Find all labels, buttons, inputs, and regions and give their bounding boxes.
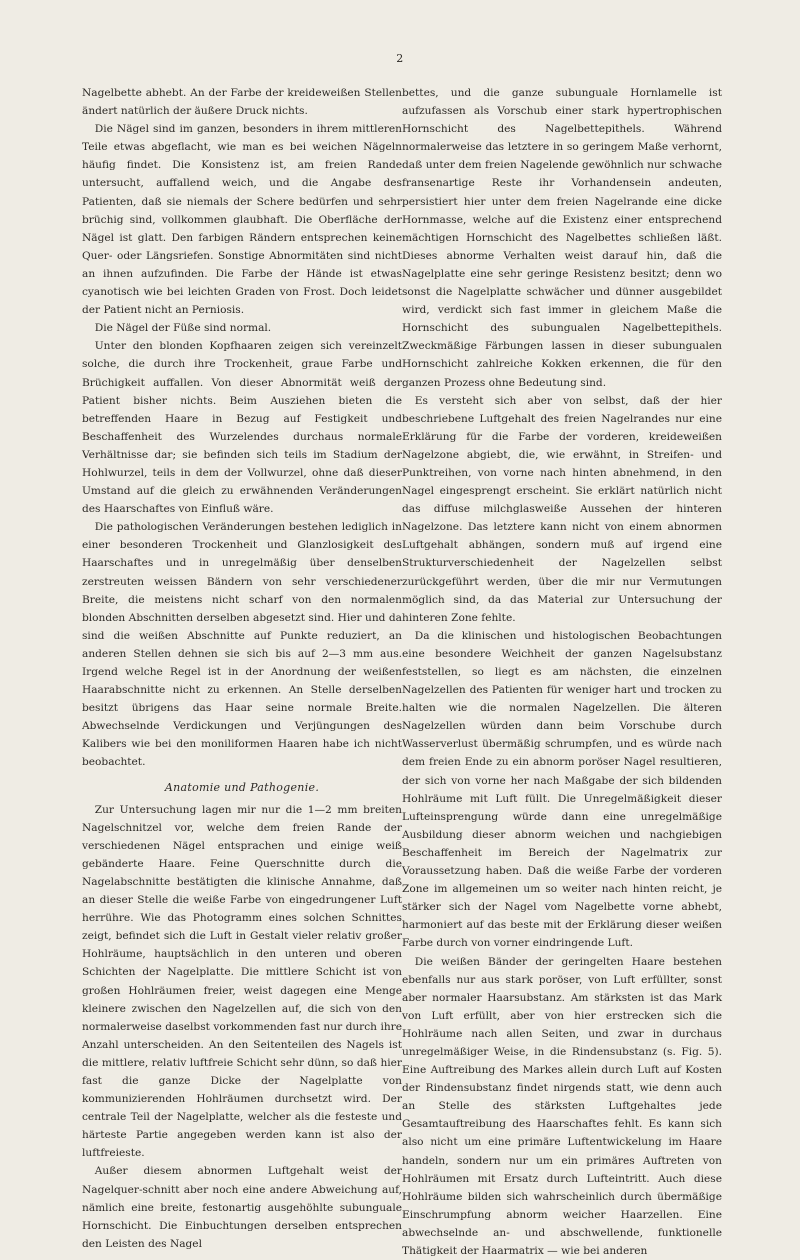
paragraph: Die pathologischen Veränderungen bestehen lediglich in einer besonderen Trockenheit und Glanzlosigkeit des Haarschaftes und in unregelmäßig über denselben zerstreuten weissen Bändern von sehr verschiedener Breite, die meistens nicht scharf von den normalen blonden Abschnitten derselben abgesetzt sind. Hier und da sind die weißen Abschnitte auf Punkte reduziert, an anderen Stellen dehnen sie sich bis auf 2—3 mm aus. Irgend welche Regel ist in der Anordnung der weißen Haarabschnitte nicht zu erkennen. An Stelle derselben besitzt übrigens das Haar seine normale Breite. Abwechselnde Verdickungen und Verjüngungen des Kalibers wie bei den moniliformen Haaren habe ich nicht beobachtet.: [82, 518, 402, 771]
paragraph: Zur Untersuchung lagen mir nur die 1—2 mm breiten Nagelschnitzel vor, welche dem freien Rande der verschiedenen Nägel entsprachen und einige weiß gebänderte Haare. Feine Querschnitte durch die Nagelabschnitte bestätigten die klinische Annahme, daß an dieser Stelle die weiße Farbe von eingedrungener Luft herrühre. Wie das Photogramm eines solchen Schnittes zeigt, befindet sich die Luft in Gestalt vieler relativ großer Hohlräume, hauptsächlich in den unteren und oberen Schichten der Nagelplatte. Die mittlere Schicht ist von großen Hohlräumen freier, weist dagegen eine Menge kleinere zwischen den Nagelzellen auf, die sich von den normalerweise daselbst vorkommenden fast nur durch ihre Anzahl unterscheiden. An den Seitenteilen des Nagels ist die mittlere, relativ luftfreie Schicht sehr dünn, so daß hier fast die ganze Dicke der Nagelplatte von kommunizierenden Hohlräumen durchsetzt wird. Der centrale Teil der Nagelplatte, welcher als die festeste und härteste Partie angegeben werden kann ist also der luftfreieste.: [82, 801, 402, 1163]
paragraph: Die weißen Bänder der geringelten Haare bestehen ebenfalls nur aus stark poröser, von Luft erfüllter, sonst aber normaler Haarsubstanz. Am stärksten ist das Mark von Luft erfüllt, aber von hier erstrecken sich die Hohlräume nach allen Seiten, und zwar in durchaus unregelmäßiger Weise, in die Rindensubstanz (s. Fig. 5). Eine Auftreibung des Markes allein durch Luft auf Kosten der Rindensubstanz findet nirgends statt, wie denn auch an Stelle des stärksten Luftgehaltes jede Gesamtauftreibung des Haarschaftes fehlt. Es kann sich also nicht um eine primäre Luftentwickelung im Haare handeln, sondern nur um ein primäres Auftreten von Hohlräumen mit Ersatz durch Lufteintritt. Auch diese Hohlräume bilden sich wahrscheinlich durch übermäßige Einschrumpfung abnorm weicher Haarzellen. Eine abwechselnde an- und abschwellende, funktionelle Thätigkeit der Haarmatrix — wie bei anderen: [402, 953, 722, 1260]
section-heading: Anatomie und Pathogenie.: [82, 779, 402, 797]
page-number: 2: [0, 52, 800, 65]
paragraph: Es versteht sich aber von selbst, daß der hier beschriebene Luftgehalt des freien Nagelrandes nur eine Erklärung für die Farbe der vorderen, kreideweißen Nagelzone abgiebt, die, wie erwähnt, in Streifen- und Punktreihen, von vorne nach hinten abnehmend, in den Nagel eingesprengt erscheint. Sie erklärt natürlich nicht das diffuse milchglasweiße Aussehen der hinteren Nagelzone. Das letztere kann nicht von einem abnormen Luftgehalt abhängen, sondern muß auf irgend eine Strukturverschiedenheit der Nagelzellen selbst zurückgeführt werden, über die mir nur Vermutungen möglich sind, da das Material zur Untersuchung der hinteren Zone fehlte.: [402, 392, 722, 627]
paragraph: Die Nägel der Füße sind normal.: [82, 319, 402, 337]
paragraph: Außer diesem abnormen Luftgehalt weist der Nagelquer-schnitt aber noch eine andere Abweichung auf, nämlich eine breite, festonartig ausgehöhlte subunguale Hornschicht. Die Einbuchtungen derselben entsprechen den Leisten des Nagel: [82, 1162, 402, 1252]
left-column: [82, 84, 402, 1253]
paragraph: Da die klinischen und histologischen Beobachtungen eine besondere Weichheit der ganzen Nagelsubstanz feststellen, so liegt es am nächsten, die einzelnen Nagelzellen des Patienten für weniger hart und trocken zu halten wie die normalen Nagelzellen. Die älteren Nagelzellen würden dann beim Vorschube durch Wasserverlust übermäßig schrumpfen, und es würde nach dem freien Ende zu ein abnorm poröser Nagel resultieren, der sich von vorne her nach Maßgabe der sich bildenden Hohlräume mit Luft füllt. Die Unregelmäßigkeit dieser Lufteinsprengung würde dann eine unregelmäßige Ausbildung dieser abnorm weichen und nachgiebigen Beschaffenheit im Bereich der Nagelmatrix zur Voraussetzung haben. Daß die weiße Farbe der vorderen Zone im allgemeinen um so weiter nach hinten reicht, je stärker sich der Nagel vom Nagelbette vorne abhebt, harmoniert auf das beste mit der Erklärung dieser weißen Farbe durch von vorner eindringende Luft.: [402, 627, 722, 953]
right-column: [402, 84, 722, 1260]
paragraph: Unter den blonden Kopfhaaren zeigen sich vereinzelt solche, die durch ihre Trockenheit, graue Farbe und Brüchigkeit auffallen. Von dieser Abnormität weiß der Patient bisher nichts. Beim Ausziehen bieten die betreffenden Haare in Bezug auf Festigkeit und Beschaffenheit des Wurzelendes durchaus normale Verhältnisse dar; sie befinden sich teils im Stadium der Hohlwurzel, teils in dem der Vollwurzel, ohne daß dieser Umstand auf die gleich zu erwähnenden Veränderungen des Haarschaftes von Einfluß wäre.: [82, 337, 402, 518]
paragraph: bettes, und die ganze subunguale Hornlamelle ist aufzufassen als Vorschub einer stark hypertrophischen Hornschicht des Nagelbettepithels. Während normalerweise das letztere in so geringem Maße verhornt, daß unter dem freien Nagelende gewöhnlich nur schwache fransenartige Reste ihr Vorhandensein andeuten, persistiert hier unter dem freien Nagelrande eine dicke Hornmasse, welche auf die Existenz einer entsprechend mächtigen Hornschicht des Nagelbettes schließen läßt. Dieses abnorme Verhalten weist darauf hin, daß die Nagelplatte eine sehr geringe Resistenz besitzt; denn wo sonst die Nagelplatte schwächer und dünner ausgebildet wird, verdickt sich fast immer in gleichem Maße die Hornschicht des subungualen Nagelbettepithels. Zweckmäßige Färbungen lassen in dieser subungualen Hornschicht zahlreiche Kokken erkennen, die für den ganzen Prozess ohne Bedeutung sind.: [402, 84, 722, 392]
paragraph: Die Nägel sind im ganzen, besonders in ihrem mittleren Teile etwas abgeflacht, wie man es bei weichen Nägeln häufig findet. Die Konsistenz ist, am freien Rande untersucht, auffallend weich, und die Angabe des Patienten, daß sie niemals der Schere bedürfen und sehr brüchig sind, vollkommen glaubhaft. Die Oberfläche der Nägel ist glatt. Den farbigen Rändern entsprechen keine Quer- oder Längsriefen. Sonstige Abnormitäten sind nicht an ihnen aufzufinden. Die Farbe der Hände ist etwas cyanotisch wie bei leichten Graden von Frost. Doch leidet der Patient nicht an Perniosis.: [82, 120, 402, 319]
paragraph: Nagelbette abhebt. An der Farbe der kreideweißen Stellen ändert natürlich der äußere Druck nichts.: [82, 84, 402, 120]
